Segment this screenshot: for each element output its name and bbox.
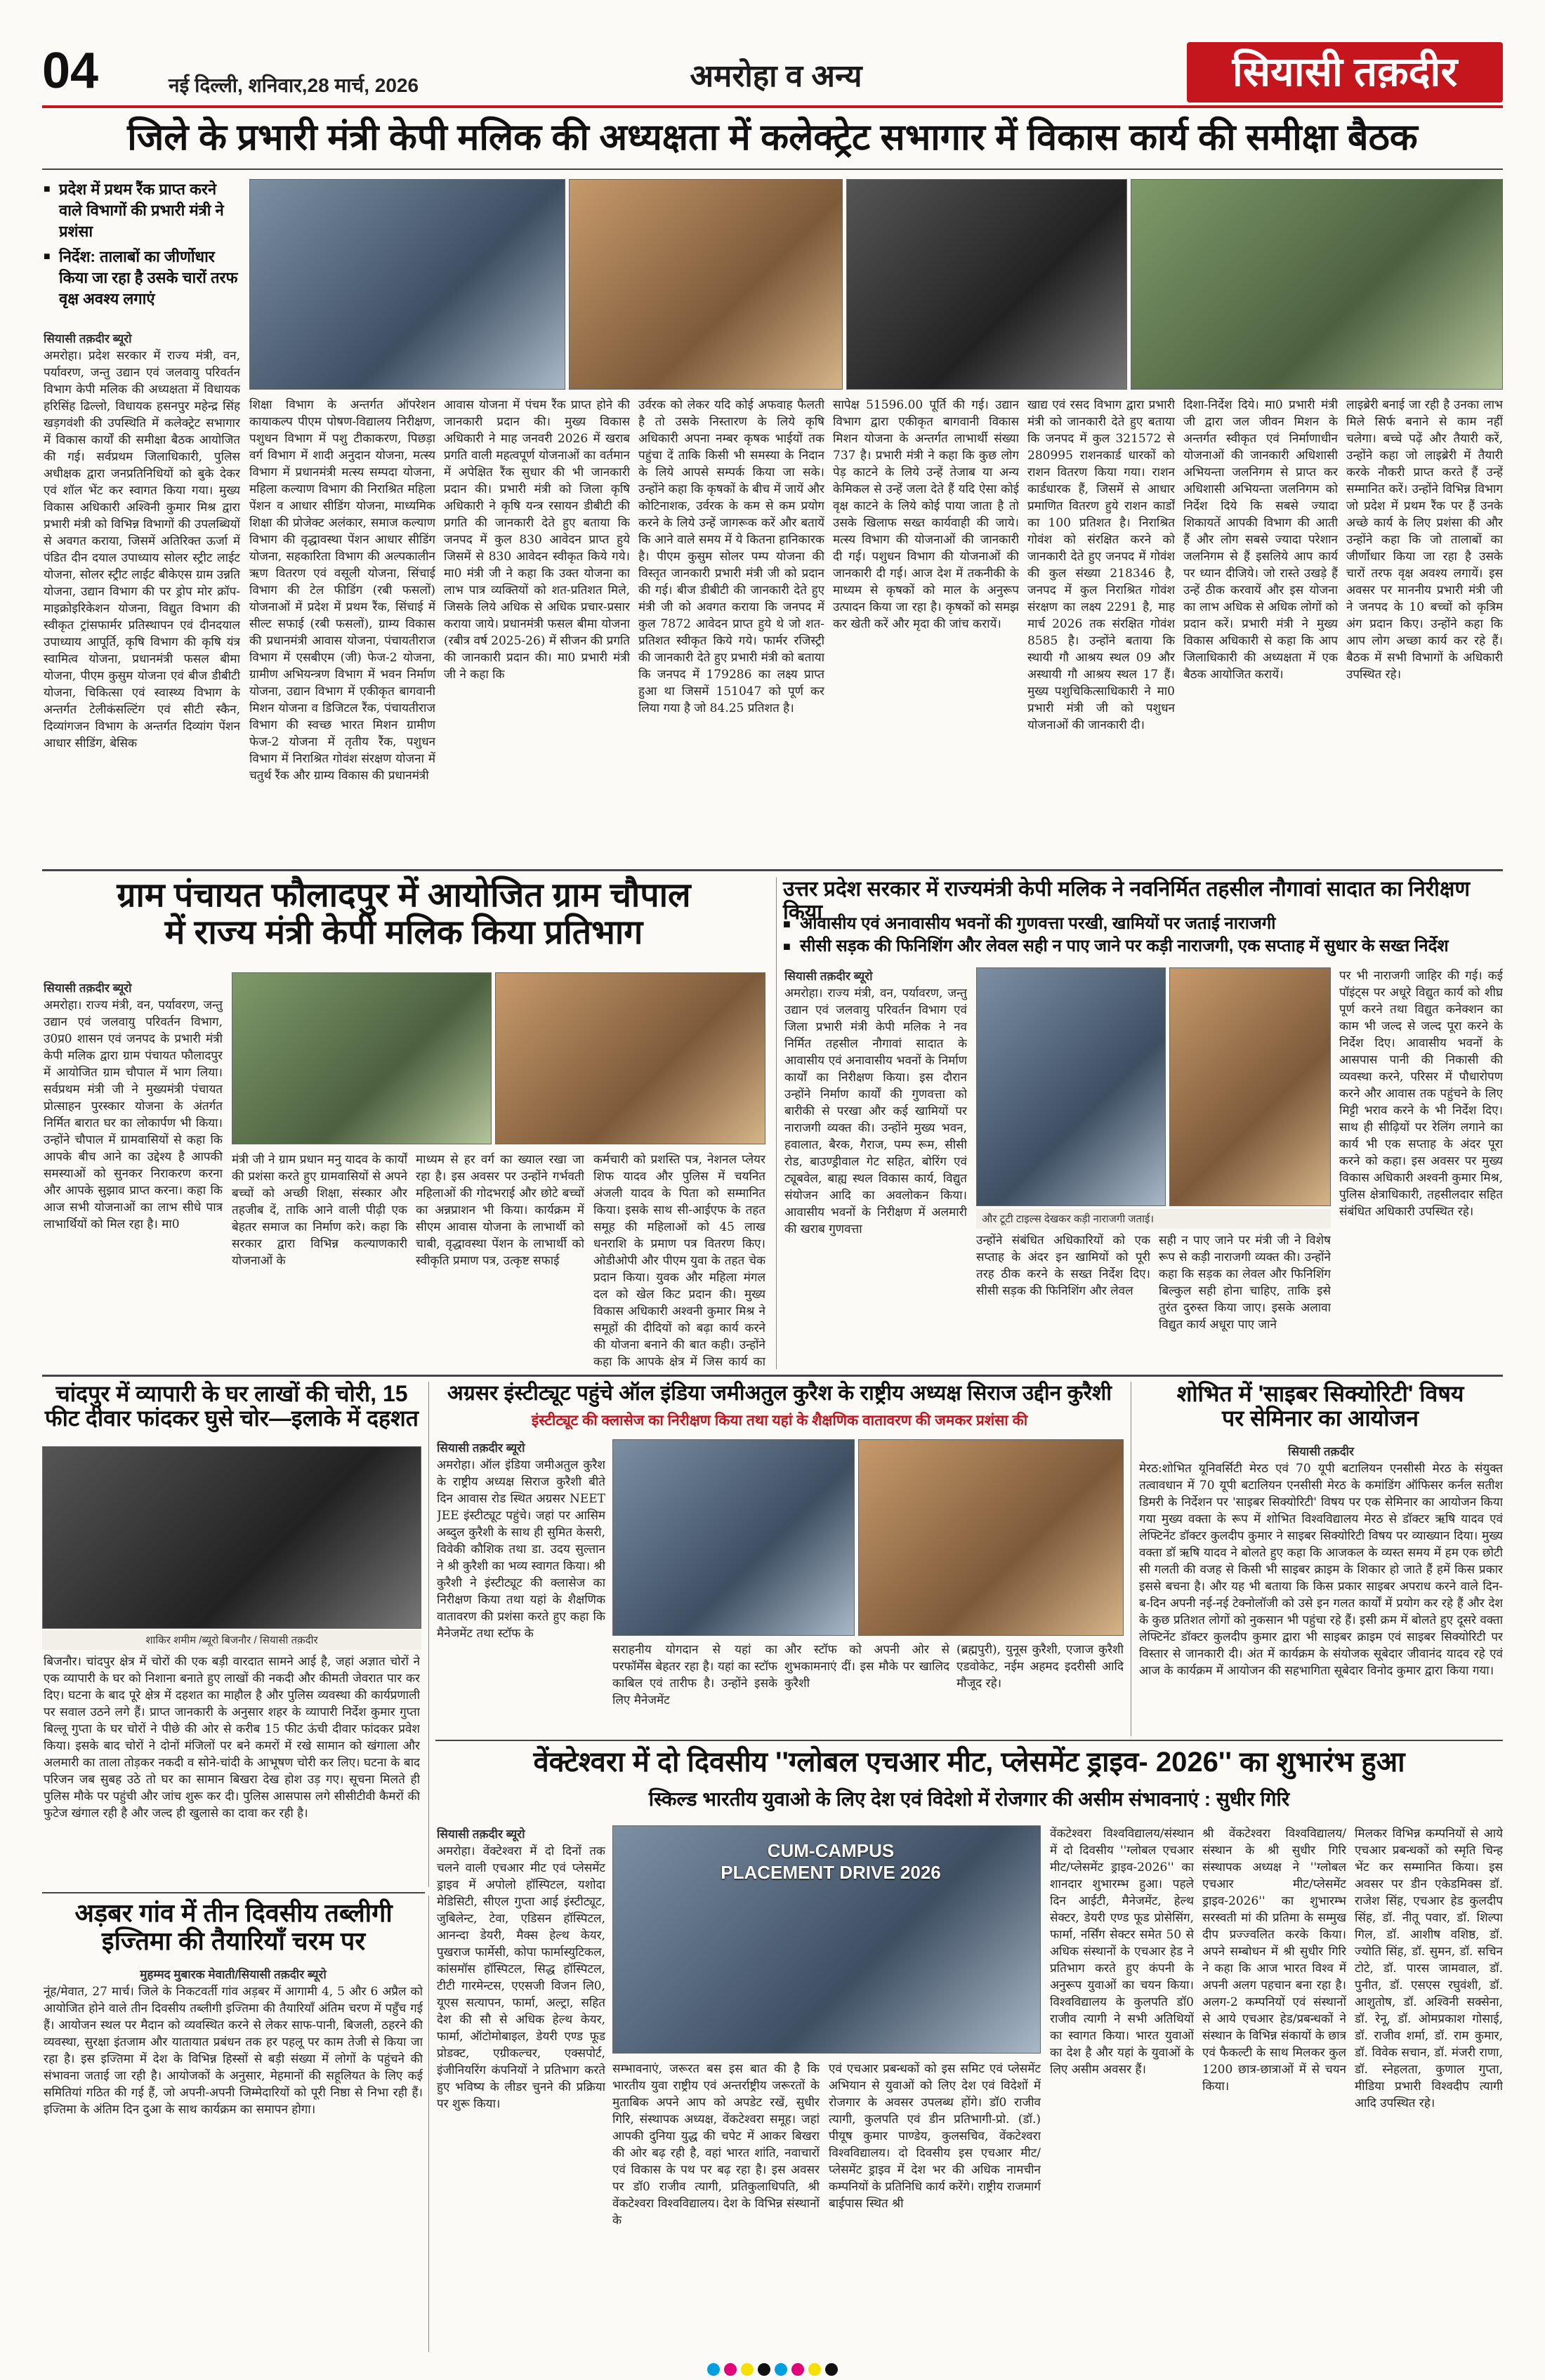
highlight-item: ■ निर्देश: तालाबों का जीर्णोधार किया जा रहा है उसके चारों तरफ वृक्ष अवश्य लगाएं <box>44 246 240 310</box>
divider <box>42 168 1503 170</box>
story4-body: बिजनौर। चांदपुर क्षेत्र में चोरों की एक बड़ी वारदात सामने आई है, जहां अज्ञात चोरों ने एक व्यापारी के घर को निशाना बनाते हुए लाखों की नकदी और कीमती जेवरात पार कर दिए। घटना के बाद पूरे क्षेत्र में दहशत का माहौल है और पुलिस व्यवस्था की कार्यप्रणाली पर सवाल उठने लगे हैं। प्राप्त जानकारी के अनुसार शहर के व्यापारी निर्देश कुमार गुप्ता बिल्लू गुप्ता के घर चोरों ने पीछे की ओर से करीब 15 फीट ऊंची दीवार फांदकर प्रवेश किया। इसके बाद चोरों ने दोनों मंजिलों पर बने कमरों में रखे सामान को खंगाला और अलमारी का ताला तोड़कर नकदी व सोने-चांदी के आभूषण चोरी कर लिए। घटना के बाद परिजन जब सुबह उठे तो घर का सामान बिखरा देख होश उड़ गए। सूचना मिलते ही पुलिस मौके पर पहुंची और जांच शुरू कर दी। पुलिस आसपास लगे सीसीटीवी कैमरों की फुटेज खंगाल रही है और जल्द ही खुलासे का दावा कर रही है। <box>44 1655 420 1820</box>
divider <box>42 1892 425 1893</box>
header-rule <box>42 105 1503 108</box>
story3-column <box>784 967 967 1371</box>
story1-highlights <box>44 179 240 314</box>
print-color-registration <box>0 2359 1545 2380</box>
story5-photo-welcome <box>612 1439 855 1636</box>
story3-byline: सियासी तक़दीर ब्यूरो <box>784 970 873 983</box>
story2-byline: सियासी तक़दीर ब्यूरो <box>44 981 132 995</box>
story8-headline-line: अड़बर गांव में तीन दिवसीय तब्लीगी <box>74 1898 393 1927</box>
story1-photo-officials <box>846 179 1127 390</box>
story5-column <box>437 1439 605 1734</box>
story8-byline: मुहम्मद मुबारक मेवाती/सियासी तक़दीर ब्यूरो <box>140 1968 327 1981</box>
highlight-item: ■ प्रदेश में प्रथम रैंक प्राप्त करने वाले विभागों की प्रभारी मंत्री ने प्रशंसा <box>44 179 240 242</box>
story3-caption: और टूटी टाइल्स देखकर कड़ी नाराजगी जताई। <box>976 1209 1331 1229</box>
story3-column: पर भी नाराजगी जाहिर की गई। कई पॉइंट्स पर अधूरे विद्युत कार्य को शीघ्र पूर्ण करने तथा विद्युत कनेक्शन का काम भी जल्द से जल्द पूरा करने के निर्देश दिए। आवासीय भवनों के आसपास पानी की निकासी की व्यवस्था करने, परिसर में पौधारोपण करने और आवास तक पहुंचने के लिए मिट्टी भराव करने के भी निर्देश दिए। साथ ही सीढ़ियों पर रेलिंग लगाने का कार्य भी एक सप्ताह के अंदर पूरा करने को कहा। इस अवसर पर मुख्य विकास अधिकारी अश्वनी कुमार मिश्र, पुलिस क्षेत्राधिकारी, तहसीलदार सहित संबंधित अधिकारी उपस्थित रहे। <box>1339 969 1503 1219</box>
story3-photo-building <box>1169 967 1331 1206</box>
story2-column: कर्मचारी को प्रशस्ति पत्र, नेशनल प्लेयर शिफ यादव और पुलिस में चयनित अंजली यादव के पिता को सम्मानित किया। इसके साथ सी-आईएफ के तहत समूह की महिलाओं को 45 लाख धनराशि के प्रमाण पत्र वितरण किए। ओडीओपी और पीएम युवा के तहत चेक प्रदान किया। युवक और महिला मंगल दल को खेल किट प्रदान की। मुख्य विकास अधिकारी अश्वनी कुमार मिश्र ने समूहों की दीदियों को बढ़ा कार्य करने की योजना बनाने की बात कही। उन्होंने कहा कि आपके क्षेत्र में जिस कार्य का <box>593 1153 765 1369</box>
story3-subheads <box>783 913 1503 958</box>
story7-photo-stage <box>612 1825 1041 2054</box>
story7-column <box>437 1825 605 2352</box>
registration-dot <box>758 2363 770 2376</box>
story2-headline <box>42 878 765 952</box>
story4-headline: चांदपुर में व्यापारी के घर लाखों की चोरी, 15 फीट दीवार फांदकर घुसे चोर—इलाके में दहशत <box>44 1381 419 1432</box>
story3-photo-inspection <box>976 967 1166 1206</box>
story1-byline: सियासी तक़दीर ब्यूरो <box>44 332 132 345</box>
story7-column: सम्भावनाएं, जरूरत बस इस बात की है कि भारतीय युवा राष्ट्रीय एवं अन्तर्राष्ट्रीय जरूरतों के मुताबिक अपने आप को अपडेट रखें, सुधीर गिरि, संस्थापक अध्यक्ष, वेंकटेश्वरा समूह। जहां आपकी दुनिया युद्ध की चपेट में आकर बिखरा की ओर बढ़ रही है, वहां भारत शांति, नवाचारों एवं विकास के पथ पर बढ़ रहा है। इस अवसर पर डॉ0 राजीव त्यागी, प्रतिकुलाधिपति, श्री वेंकटेश्वरा विश्वविद्यालय। देश के विभिन्न संस्थानों के <box>612 2062 820 2228</box>
story7-column: मिलकर विभिन्न कम्पनियों से आये एचआर प्रबन्धकों को स्मृति चिन्ह भेंट कर सम्मानित किया। इस अवसर पर डीन एकेडमिक्स डॉ. राजेश सिंह, एचआर हेड कुलदीप सिंह, डॉ. नीतू पवार, डॉ. शिल्पा गिल, डॉ. आशीष वशिष्ठ, डॉ. ज्योति सिंह, डॉ. सुमन, डॉ. सचिन टोटे, डॉ. पारस जामवाल, डॉ. पुनीत, डॉ. एसएस रघुवंशी, डॉ. आशुतोष, डॉ. अश्विनी सक्सेना, डॉ. रेनू, डॉ. ओमप्रकाश गोसाई, डॉ. राजीव शर्मा, डॉ. राम कुमार, डॉ. विवेक सचान, डॉ. मंजरी राणा, डॉ. स्नेहलता, कुणाल गुप्ता, मीडिया प्रभारी विश्वदीप त्यागी आदि उपस्थित रहे। <box>1355 1827 1503 2110</box>
page-number: 04 <box>42 43 99 99</box>
divider <box>42 869 1503 871</box>
divider <box>42 1375 1503 1377</box>
registration-dot <box>775 2363 787 2376</box>
story5-photo-institute <box>858 1439 1124 1636</box>
story6-headline-line: पर सेमिनार का आयोजन <box>1221 1406 1419 1432</box>
story6-text: मेरठ:शोभित यूनिवर्सिटी मेरठ एवं 70 यूपी बटालियन एनसीसी मेरठ के संयुक्त तत्वावधान में 70 यूपी बटालियन एनसीसी मेरठ के कमांडिंग ऑफिसर कर्नल सतीश डिमरी के निर्देशन पर 'साइबर सिक्योरिटी' विषय पर एक सेमिनार का आयोजन किया गया मुख्य वक्ता के रूप में शोभित विश्वविद्यालय मेरठ से डॉक्टर ऋषि यादव एवं लेफ्टिनेंट डॉक्टर कुलदीप कुमार ने साइबर सिक्योरिटी विषय पर व्याख्यान दिया। मुख्य वक्ता डॉ ऋषि यादव ने बोलते हुए कहा कि आजकल के व्यस्त समय में हम एक छोटी सी गलती की वजह से किसी भी साइबर क्राइम के शिकार हो जाते हैं हमें किस प्रकार इससे बचना है। और यह भी बताया कि किस प्रकार साइबर अपराध करने वाले दिन-ब-दिन अपनी नई-नई टेक्नोलॉजी को उसे इन गलत कार्यों में प्रयोग कर रहे हैं और देश के कुछ प्रतिशत लोगों को नुकसान भी पहुंचा रहे हैं। इसी क्रम में बोलते हुए दूसरे वक्ता लेफ्टिनेंट डॉक्टर कुलदीप कुमार द्वारा भी साइबर क्राइम एवं साइबर सिक्योरिटी पर विस्तार से जानकारी दी। अंत में कार्यक्रम के संयोजक सूबेदार जीवानंद यादव रहे एवं आज के कार्यक्रम में आयोजन की सहभागिता सूबेदार विनोद कुमार द्वारा किया गया। <box>1139 1462 1503 1678</box>
story6-headline-line: शोभित में 'साइबर सिक्योरिटी' विषय <box>1176 1381 1464 1406</box>
story3-subhead: ■ आवासीय एवं अनावासीय भवनों की गुणवत्ता परखी, खामियों पर जताई नाराजगी <box>783 913 1503 935</box>
story1-column: सापेक्ष 51596.00 पूर्ति की गई। उद्यान विभाग द्वारा एकीकृत बागवानी विकास मिशन योजना के अन्तर्गत लाभार्थी संख्या 737 है। प्रभारी मंत्री ने कहा कि कुछ लोग पेड़ काटने के लिये उन्हें तेजाब या अन्य केमिकल से उन्हें जला देते हैं यदि ऐसा कोई वृक्ष काटने के लिये कोई पाया जाता है तो उसके खिलाफ सख्त कार्यवाही की जाये। मत्स्य विभाग की योजनाओं की जानकारी दी गई। पशुधन विभाग की योजनाओं की जानकारी दी गई। आज देश में तकनीकी के माध्यम से कृषकों को माल के अनुरूप उत्पादन किया जा रहा है। कृषकों को समझ कर खेती करें और मृदा की जांच करायें। <box>833 398 1019 631</box>
masthead-logo: सियासी तक़दीर <box>1187 42 1503 103</box>
story7-subhead: स्किल्ड भारतीय युवाओ के लिए देश एवं विदेशो में रोजगार की असीम संभावनाएं : सुधीर गिरि <box>648 1788 1290 1810</box>
registration-dot <box>724 2363 737 2376</box>
story8-headline <box>42 1899 425 1955</box>
story1-column: खाद्य एवं रसद विभाग द्वारा प्रभारी मंत्री को जानकारी देते हुए बताया कि जनपद में कुल 321572 से 280995 राशनकार्ड धारकों को राशन वितरण किया गया। राशन कार्डधारक हैं, जिसमें से आधार प्रमाणित वितरण हुये राशन कार्डों का 100 प्रतिशत है। निराश्रित गोवंश को संरक्षित करने को जानकारी देते हुए जनपद में गोवंश की कुल संख्या 218346 है, जनपद में कुल निराश्रित गोवंश संरक्षण का लक्ष्य 2291 है, माह मार्च 2026 तक संरक्षित गोवंश 8585 है। उन्होंने बताया कि स्थायी गौ आश्रय स्थल 09 और अस्थायी गौ आश्रय स्थल 17 हैं। मुख्य पशुचिकित्साधिकारी ने मा0 प्रभारी मंत्री जी को पशुधन योजनाओं की जानकारी दी। <box>1027 398 1175 732</box>
story2-headline-line: ग्राम पंचायत फौलादपुर में आयोजित ग्राम चौपाल <box>117 877 691 914</box>
story3-column: सही न पाए जाने पर मंत्री जी ने विशेष रूप से कड़ी नाराजगी व्यक्त की। उन्होंने कहा कि सड़क का लेवल और फिनिशिंग बिल्कुल सही होना चाहिए, ताकि इसे तुरंत दुरुस्त किया जाए। इसके अलावा विद्युत कार्य अधूरा पाए जाने <box>1159 1234 1331 1332</box>
registration-dot <box>808 2363 821 2376</box>
story8-headline-line: इज्तिमा की तैयारियाँ चरम पर <box>101 1926 366 1955</box>
story1-photo-guests <box>569 179 843 390</box>
story4-caption: शाकिर शमीम /ब्यूरो बिजनौर / सियासी तक़दीर <box>42 1630 421 1650</box>
story6-byline: सियासी तक़दीर <box>1288 1445 1354 1458</box>
story7-column: श्री वेंकटेश्वरा विश्वविद्यालय/संस्थान के श्री सुधीर गिरि संस्थापक अध्यक्ष ने ''ग्लोबल एचआर मीट/प्लेसमेंट ड्राइव-2026'' का शुभारम्भ सरस्वती मां की प्रतिमा के सम्मुख दीप प्रज्ज्वलित करके किया। अपने सम्बोधन में श्री सुधीर गिरि ने कहा कि आज भारत विश्व में अपनी अलग पहचान बना रहा है। अलग-2 कम्पनियों एवं संस्थानों से आये एचआर हेड/प्रबन्धकों ने संस्थान के विभिन्न संकायों के छात्र एवं फैकल्टी के साथ मिलकर कुल 1200 छात्र-छात्राओं में से चयन किया। <box>1202 1827 1346 2094</box>
story8-column <box>44 1966 423 2352</box>
story5-byline: सियासी तक़दीर ब्यूरो <box>437 1441 525 1455</box>
story1-column: शिक्षा विभाग के अन्तर्गत ऑपरेशन कायाकल्प पीएम पोषण-विद्यालय निरीक्षण, पशुधन विभाग में पशु टीकाकरण, पिछड़ा वर्ग विभाग में शादी अनुदान योजना, मत्स्य विभाग में प्रधानमंत्री मत्स्य सम्पदा योजना, महिला कल्याण विभाग की निराश्रित महिला पेंशन व आधार सीडिंग योजना, माध्यमिक शिक्षा की प्रोजेक्ट अलंकार, समाज कल्याण विभाग की वृद्धावस्था पेंशन आधार सीडिंग योजना, सहकारिता विभाग की अल्पकालीन ऋण वितरण एवं वसूली योजना, सिंचाई विभाग की टेल फीडिंग (रबी फसलों) योजनाओं में प्रदेश में प्रथम रैंक, सिंचाई में सील्ट सफाई (रबी फसलों), ग्राम्य विकास की प्रधानमंत्री आवास योजना, पंचायतीराज विभाग में एसबीएम (जी) फेज-2 योजना, ग्रामीण अभियन्त्रण विभाग में भवन निर्माण योजना, उद्यान विभाग में एकीकृत बागवानी मिशन योजना व डिजिटल रैंक, पंचायतीराज विभाग की स्वच्छ भारत मिशन ग्रामीण फेज-2 योजना में तृतीय रैंक, पशुधन विभाग में निराश्रित गोवंश संरक्षण योजना में चतुर्थ रैंक और ग्राम्य विकास की प्रधानमंत्री <box>249 398 435 783</box>
story1-headline: जिले के प्रभारी मंत्री केपी मलिक की अध्यक्षता में कलेक्ट्रेट सभागार में विकास कार्य की समीक्षा बैठक <box>127 117 1418 158</box>
story6-column <box>1139 1443 1503 1734</box>
story2-headline-line: में राज्य मंत्री केपी मलिक किया प्रतिभाग <box>164 913 643 951</box>
story3-subhead: ■ सीसी सड़क की फिनिशिंग और लेवल सही न पाए जाने पर कड़ी नाराजगी, एक सप्ताह में सुधार के सख्त निर्देश <box>783 935 1503 958</box>
story7-column: एवं एचआर प्रबन्धकों को इस समिट एवं प्लेसमेंट अभियान से युवाओं को लिए देश एवं विदेशों में रोजगार के अवसर उपलब्ध होंगे। डॉ0 राजीव त्यागी, कुलपति एवं डीन प्रतिभागी-प्रो. (डॉ.) पीयूष कुमार पाण्डेय, कुलसचिव, वेंकटेश्वरा विश्वविद्यालय। दो दिवसीय इस एचआर मीट/प्लेसमेंट ड्राइव में देश भर की अधिक नामचीन कम्पनियों के प्रतिनिधि कार्य करेंगे। राष्ट्रीय राजमार्ग बाईपास स्थित श्री <box>829 2062 1041 2211</box>
story2-text: अमरोहा। राज्य मंत्री, वन, पर्यावरण, जन्तु उद्यान एवं जलवायु परिवर्तन विभाग, उ0प्र0 शासन एवं जनपद के प्रभारी मंत्री केपी मलिक द्वारा ग्राम पंचायत फौलादपुर में आयोजित ग्राम चौपाल में भाग लिया। सर्वप्रथम मंत्री जी ने मुख्यमंत्री पंचायत प्रोत्साहन पुरस्कार योजना के अंतर्गत निर्मित बारात घर का लोकार्पण भी किया। उन्होंने चौपाल में ग्रामवासियों से कहा कि आपके बीच आने का उद्देश्य है आपकी समस्याओं को सुनकर निराकरण करना और आपके सुझाव प्राप्त करना। कहा कि आज सभी योजनाओं का लाभ सीधे पात्र लाभार्थियों को मिल रहा है। मा0 <box>44 998 223 1231</box>
story5-subhead: इंस्टीट्यूट की क्लासेज का निरीक्षण किया तथा यहां के शैक्षणिक वातावरण की जमकर प्रशंसा की <box>531 1413 1028 1429</box>
story7-headline: वेंक्टेश्वरा में दो दिवसीय ''ग्लोबल एचआर मीट, प्लेसमेंट ड्राइव- 2026'' का शुभारंभ हुआ <box>533 1747 1405 1778</box>
story8-text: नूंह/मेवात, 27 मार्च। जिले के निकटवर्ती गांव अड़बर में आगामी 4, 5 और 6 अप्रैल को आयोजित होने वाले तीन दिवसीय तब्लीगी इज्तिमा की तैयारियाँ अंतिम चरण में पहुँच गई हैं। आयोजन स्थल पर मैदान को व्यवस्थित करने से लेकर साफ-पानी, बिजली, ठहरने की व्यवस्था, सुरक्षा इंतजाम और यातायात प्रबंधन तक हर पहलू पर काम तेजी से किया जा रहा है। इस इज्तिमा में देश के विभिन्न हिस्सों से बड़ी संख्या में लोगों के पहुंचने की संभावना जताई जा रही है। आयोजकों के अनुसार, मेहमानों की सहूलियत के लिए कई समितियां गठित की गई हैं, जो अपनी-अपनी जिम्मेदारियों को पूरी निष्ठा से निभा रही हैं। इज्तिमा के अंतिम दिन दुआ के साथ कार्यक्रम का समापन होगा। <box>44 1985 423 2117</box>
story1-column: आवास योजना में पंचम रैंक प्राप्त होने की जानकारी प्रदान की। मुख्य विकास अधिकारी ने माह जनवरी 2026 में खराब प्रगति वाली महत्वपूर्ण योजनाओं का वर्तमान में अपेक्षित रैंक सुधार की भी जानकारी प्रदान की। प्रभारी मंत्री को जिला कृषि अधिकारी ने कृषि यन्त्र रसायन डीबीटी की प्रगति की जानकारी देते हुए बताया कि जनपद में कुल 830 आवेदन प्राप्त हुये जिसमें से 830 आवेदन स्वीकृत किये गये। मा0 मंत्री जी ने कहा कि उक्त योजना का लाभ पात्र व्यक्तियों को शत-प्रतिशत मिले, जिसके लिये अधिक से अधिक प्रचार-प्रसार कराया जाये। प्रधानमंत्री फसल बीमा योजना (रबीेत्र वर्ष 2025-26) में सीजन की प्रगति की जानकारी प्रदान की। मा0 प्रभारी मंत्री जी ने कहा कि <box>444 398 630 682</box>
story6-headline <box>1138 1382 1503 1431</box>
story2-column <box>44 979 223 1373</box>
story1-column <box>44 330 240 864</box>
story3-column: उन्होंने संबंधित अधिकारियों को एक सप्ताह के अंदर इन खामियों को पूरी तरह ठीक करने के सख्त निर्देश दिए। सीसी सड़क की फिनिशिंग और लेवल <box>976 1234 1150 1298</box>
registration-dot <box>825 2363 838 2376</box>
registration-dot <box>707 2363 720 2376</box>
story5-column: (ब्रह्मपुरी), युनूस कुरैशी, एजाज कुरैशी एडवोकेट, नईम अहमद इदरीसी आदि मौजूद रहे। <box>956 1643 1124 1691</box>
issue-date: नई दिल्ली, शनिवार,28 मार्च, 2026 <box>169 74 419 96</box>
story5-column: और स्टॉफ को अपनी ओर से शुभकामनाएं दीं। इस मौके पर खालिद कुरैशी <box>784 1643 949 1691</box>
divider <box>428 1896 429 2352</box>
story7-column: वेंकटेश्वरा विश्वविद्यालय/संस्थान में दो दिवसीय ''ग्लोबल एचआर मीट/प्लेसमेंट ड्राइव-2026'' का शानदार शुभारम्भ हुआ। पहले दिन आईटी, मैनेजमेंट, हेल्थ सेक्टर, डेयरी एण्ड फूड प्रोसेसिंग, फार्मा, नर्सिंग सेक्टर समेत 50 से अधिक संस्थानों के एचआर हेड ने प्रतिभाग करते हुए कंपनी के अनुरूप युवाओं का चयन किया। विश्वविद्यालय के कुलपति डॉ0 राजीव त्यागी ने सभी अतिथियों का स्वागत किया। भारत युवाओं का देश है और यहां के युवाओं के लिए असीम अवसर हैं। <box>1050 1827 1194 2077</box>
story1-column: लाइब्रेरी बनाई जा रही है उनका लाभ मिले सिर्फ बनाने से काम नहीं चलेगा। बच्चे पढ़ें और तैयारी करें, उन्होंने कहा जो लाइब्रेरी में तैयारी करके नौकरी प्राप्त करते हैं उन्हें सम्मानित करें। उन्होंने विभिन्न विभाग जो प्रदेश में प्रथम रैंक पर हैं उनके अच्छे कार्य के लिए प्रशंसा की और उन्होंने कहा कि जो तालाबों का जीर्णोधार किया जा रहा है उसके चारों तरफ वृक्ष अवश्य लगायें। इस अवसर पर माननीय प्रभारी मंत्री जी ने जनपद के 10 बच्चों को कृत्रिम अंग प्रदान किए। उन्होंने कहा कि आप लोग अच्छा कार्य कर रहे हैं। बैठक में सभी विभागों के अधिकारी उपस्थित रहे। <box>1346 398 1503 682</box>
registration-dot <box>741 2363 754 2376</box>
story2-photo-ribbon <box>232 972 492 1144</box>
story7-byline: सियासी तक़दीर ब्यूरो <box>437 1827 525 1841</box>
story3-headline: उत्तर प्रदेश सरकार में राज्यमंत्री केपी मलिक ने नवनिर्मित तहसील नौगावां सादात का निरीक्षण किया <box>783 878 1471 924</box>
story2-column: मंत्री जी ने ग्राम प्रधान मनु यादव के कार्यों की प्रशंसा करते हुए ग्रामवासियों से अपने बच्चों को अच्छी शिक्षा, संस्कार और तहजीब दें, ताकि आने वाली पीढ़ी एक बेहतर समाज का निर्माण करे। कहा कि सरकार द्वारा विभिन्न कल्याणकारी योजनाओं के <box>232 1153 407 1268</box>
story1-column: उर्वरक को लेकर यदि कोई अफवाह फैलती है तो उसके निस्तारण के लिये कृषि अधिकारी अपना नम्बर कृषक भाईयों तक पहुंचा दें ताकि किसी भी समस्या के निदान के लिये आपसे सम्पर्क किया जा सके। उन्होंने कहा कि कृषकों के बीच में जायें और कोटिनाशक, उर्वरक के कम से कम प्रयोग करने के लिये उन्हें जागरूक करें और बतायें कि आने वाले समय में ये कितना हानिकारक है। पीएम कुसुम सोलर पम्प योजना की विस्तृत जानकारी प्रभारी मंत्री जी को प्रदान की गई। बीज डीबीटी की जानकारी देते हुए मंत्री जी को अवगत कराया कि जनपद में कुल 7872 आवेदन प्राप्त हुये थे जो शत-प्रतिशत स्वीकृत किये गये। फार्मर रजिस्ट्री की जानकारी देते हुए प्रभारी मंत्री को बताया कि जनपद में 179286 का लक्ष्य प्राप्त हुआ था जिसमें 151047 को पूर्ण कर लिया गया है जो 84.25 प्रतिशत है। <box>638 398 824 715</box>
story1-column: दिशा-निर्देश दिये। मा0 प्रभारी मंत्री जी द्वारा जल जीवन मिशन के अन्तर्गत स्वीकृत एवं निर्माणाधीन योजनाओं की जानकारी अधिशासी अभियन्ता जलनिगम से प्राप्त कर अधिशासी अभियन्ता जलनिगम को निर्देश दिये कि सबसे ज्यादा शिकायतें आपकी विभाग की आती हैं और लोग सबसे ज्यादा परेशान जलनिगम से हैं इसलिये आप कार्य पर ध्यान दीजिये। जो रास्ते उखड़े हैं उन्हें ठीक करवायें और इस योजना का लाभ अधिक से अधिक लोगों को प्रदान करें। प्रभारी मंत्री ने मुख्य विकास अधिकारी से कहा कि आप जिलाधिकारी की अध्यक्षता में एक बैठक आयोजित करायें। <box>1183 398 1338 682</box>
story1-photo-hall <box>1131 179 1503 390</box>
story7-text: अमरोहा। वेंक्टेश्वरा में दो दिनों तक चलने वाली एचआर मीट एवं प्लेसमेंट ड्राइव में अपोलो हॉस्पिटल, यशोदा मेडिसिटी, सीएल गुप्ता आई इंस्टीट्यूट, जुबिलेन्ट, टेवा, एडिसन हॉस्पिटल, आनन्दा डेयरी, मैक्स हेल्थ केयर, पुखराज फार्मेसी, कोपा फार्मास्युटिकल, कांसमॉस हॉस्पिटल, सिद्ध हॉस्पिटल, टीटी गारमेन्टस, एएसजी विजन लि0, यूएस सत्यापन, फार्मा, अल्ट्रा, सहित देश की सौ से अधिक हेल्थ केयर, फार्मा, ऑटोमोबाइल, डेयरी एण्ड फूड प्रोडक्ट, एग्रीकल्चर, एक्सपोर्ट, इंजीनियरिंग कंपनियों ने प्रतिभाग करते हुए भविष्य के लीडर चुनने की प्रक्रिया पर शुरू किया। <box>437 1844 605 2111</box>
section-title: अमरोहा व अन्य <box>690 59 862 93</box>
banner-text: CUM-CAMPUS PLACEMENT DRIVE 2026 <box>721 1840 941 1883</box>
story2-photo-chaupal <box>495 972 765 1144</box>
registration-dot <box>791 2363 804 2376</box>
story5-text: अमरोहा। ऑल इंडिया जमीअतुल कुरैश के राष्ट्रीय अध्यक्ष सिराज कुरैशी बीते दिन आवास रोड स्थित अग्रसर NEET JEE इंस्टीट्यूट पहुंचे। जहां पर आसिम अब्दुल कुरैशी के साथ ही सुमित केसरी, विवेकी कौशिक तथा डा. उदय सुल्तान ने श्री कुरैशी का भव्य स्वागत किया। श्री कुरैशी ने इंस्टीट्यूट की क्लासेज का निरीक्षण किया तथा यहां के शैक्षणिक वातावरण की प्रशंसा करते हुए कहा कि मैनेजमेंट तथा स्टॉफ के <box>437 1458 605 1641</box>
divider <box>428 1382 429 1887</box>
divider <box>435 1740 1503 1741</box>
story5-column: सराहनीय योगदान से यहां का परफॉर्मेंस बेहतर रहा है। यहां का स्टॉफ काबिल एवं तारीफ है। उन्होंने इसके लिए मैनेजमेंट <box>612 1643 777 1707</box>
story3-text: अमरोहा। राज्य मंत्री, वन, पर्यावरण, जन्तु उद्यान एवं जलवायु परिवर्तन विभाग एवं जिला प्रभारी मंत्री केपी मलिक ने नव निर्मित तहसील नौगावां सादात के आवासीय एवं अनावासीय भवनों के निर्माण कार्यों का निरीक्षण किया। इस दौरान उन्होंने निर्माण कार्यों की गुणवत्ता को बारीकी से परखा और कई खामियों पर नाराजगी व्यक्त की। उन्होंने मुख्य भवन, हवालात, बैरक, गैराज, पम्प रूम, सीसी रोड, बाउण्ड्रीवाल गेट सहित, बोरिंग एवं ट्यूबवेल, बाह्य स्थल विकास कार्य, विद्युत संयोजन आदि का अवलोकन किया। आवासीय भवनों के निरीक्षण में अलमारी की खराब गुणवत्ता <box>784 986 967 1236</box>
divider <box>776 878 777 1369</box>
story4-photo-theft <box>42 1446 421 1629</box>
story5-headline: अग्रसर इंस्टीट्यूट पहुंचे ऑल इंडिया जमीअतुल कुरैश के राष्ट्रीय अध्यक्ष सिराज उद्दीन कुरैशी <box>447 1382 1112 1405</box>
story1-text: अमरोहा। प्रदेश सरकार में राज्य मंत्री, वन, पर्यावरण, जन्तु उद्यान एवं जलवायु परिवर्तन विभाग केपी मलिक की अध्यक्षता में विधायक हरिसिंह ढिल्लो, विधायक हसनपुर महेन्द्र सिंह खड़गवंशी की उपस्थिति में कलेक्ट्रेट सभागार में विकास कार्यों की समीक्षा बैठक आयोजित की गई। सर्वप्रथम जिलाधिकारी, पुलिस अधीक्षक द्वारा जनप्रतिनिधियों को बुके देकर एवं शॉल भेंट कर स्वागत किया गया। मुख्य विकास अधिकारी अश्विनी कुमार मिश्र द्वारा प्रभारी मंत्री को विभिन्न विभागों की उपलब्धियों से अवगत कराया, जिसमें अतिरिक्त ऊर्जा में पंडित दीन दयाल उपाध्याय सोलर स्ट्रीट लाईट योजना, सोलर स्ट्रीट लाईट बीकेएस ग्राम उन्नति योजना, उद्यान विभाग की पर ड्रोप मोर क्रॉप-माइक्रोइरिकेशन योजना, विद्युत विभाग की स्वीकृत ट्रांसफार्मर प्रतिस्थापन एवं दीनदयाल उपाध्याय आपूर्ति, कृषि विभाग की कृषि यंत्र स्वामित्व योजना, प्रधानमंत्री फसल बीमा योजना, पीएम कुसुम योजना एवं बीज डीबीटी योजना, चिकित्सा एवं स्वास्थ्य विभाग के अन्तर्गत टेलीकंसल्टिंग एवं सीटी स्कैन, दिव्यांगजन विभाग के अन्तर्गत दिव्यांग पेंशन आधार सीडिंग, बेसिक <box>44 349 240 751</box>
story1-photo-meeting <box>249 179 565 390</box>
story2-column: माध्यम से हर वर्ग का ख्याल रखा जा रहा है। इस अवसर पर उन्होंने गर्भवती महिलाओं की गोदभराई और छोटे बच्चों का अन्नप्राशन भी किया। कार्यक्रम में सीएम आवास योजना के लाभार्थी को चाबी, वृद्धावस्था पेंशन के लाभार्थी को स्वीकृति प्रमाण पत्र, उत्कृष्ट सफाई <box>416 1153 584 1268</box>
